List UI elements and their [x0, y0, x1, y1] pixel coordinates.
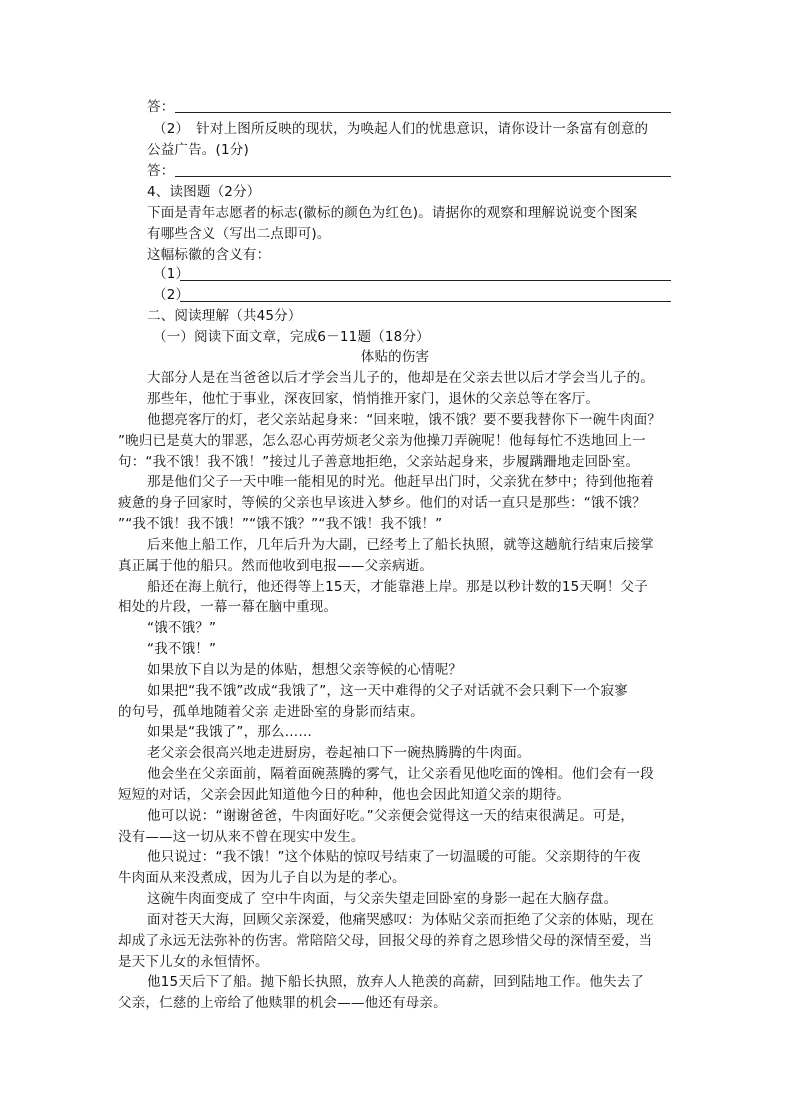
paragraph: 他15天后下了船。抛下船长执照，放弃人人艳羡的高薪，回到陆地工作。他失去了 [147, 974, 645, 990]
paragraph: 相处的片段，一幕一幕在脑中重现。 [118, 599, 338, 615]
paragraph: 这碗牛肉面变成了 空中牛肉面，与父亲失望走回卧室的身影一起在大脑存盘。 [147, 891, 618, 907]
paragraph: 老父亲会很高兴地走进厨房，卷起袖口下一碗热腾腾的牛肉面。 [147, 745, 531, 761]
dialogue-line: “我不饿！” [147, 641, 217, 657]
paragraph: 那些年，他忙于事业，深夜回家，悄悄推开家门，退休的父亲总等在客厅。 [147, 391, 600, 407]
answer-line [175, 176, 671, 177]
answer-item-1: （1） [153, 266, 190, 282]
paragraph: 牛肉面从来没煮成，因为儿子自以为是的孝心。 [118, 870, 406, 886]
article-title: 体贴的伤害 [360, 349, 430, 365]
question-2-text: （2） 针对上图所反映的现状，为唤起人们的忧患意识，请你设计一条富有创意的 [153, 121, 649, 137]
paragraph: 如果是“我饿了”，那么…… [147, 724, 313, 740]
answer-label: 答： [147, 163, 175, 179]
dialogue-line: “饿不饿？” [147, 620, 217, 636]
section-title: 二、阅读理解（共45分） [147, 308, 302, 324]
answer-label: 答： [147, 99, 175, 115]
paragraph: ”晚归已是莫大的罪恶，怎么忍心再劳烦老父亲为他操刀弄碗呢！他每每忙不迭地回上一 [118, 433, 646, 449]
paragraph: 大部分人是在当爸爸以后才学会当儿子的，他却是在父亲去世以后才学会当儿子的。 [147, 370, 654, 386]
paragraph: 没有——这一切从来不曾在现实中发生。 [118, 829, 365, 845]
paragraph: 疲惫的身子回家时，等候的父亲也早该进入梦乡。他们的对话一直只是那些：“饿不饿？ [118, 495, 646, 511]
paragraph: 真正属于他的船只。然而他收到电报——父亲病逝。 [118, 558, 434, 574]
paragraph: 是天下儿女的永恒情怀。 [118, 954, 269, 970]
paragraph: 的句号，孤单地随着父亲 走进卧室的身影而结束。 [118, 704, 424, 720]
paragraph: 他摁亮客厅的灯，老父亲站起身来：“回来啦，饿不饿？要不要我替你下一碗牛肉面？ [147, 412, 662, 428]
question-4-text: 下面是青年志愿者的标志(徽标的颜色为红色)。请据你的观察和理解说说变个图案 [147, 205, 638, 221]
question-4-text-cont: 有哪些含义（写出二点即可)。 [147, 226, 331, 242]
paragraph: 如果把“我不饿”改成“我饿了”，这一天中难得的父子对话就不会只剩下一个寂寥 [147, 683, 628, 699]
paragraph: 句：“我不饿！我不饿！”接过儿子善意地拒绝，父亲站起身来，步履蹒跚地走回卧室。 [118, 454, 640, 470]
question-2-text-cont: 公益广告。(1分) [147, 142, 249, 158]
part-title: （一）阅读下面文章，完成6－11题（18分） [153, 329, 430, 345]
paragraph: 他会坐在父亲面前，隔着面碗蒸腾的雾气，让父亲看见他吃面的馋相。他们会有一段 [147, 766, 654, 782]
paragraph: ”“我不饿！我不饿！”“饿不饿？”“我不饿！我不饿！” [118, 516, 443, 532]
paragraph: 面对苍天大海，回顾父亲深爱，他痛哭感叹：为体贴父亲而拒绝了父亲的体贴，现在 [147, 912, 654, 928]
paragraph: 短短的对话，父亲会因此知道他今日的种种，他也会因此知道父亲的期待。 [118, 787, 571, 803]
paragraph: 那是他们父子一天中唯一能相见的时光。他赶早出门时，父亲犹在梦中；待到他拖着 [147, 474, 654, 490]
answer-item-2: （2） [153, 287, 190, 303]
paragraph: 后来他上船工作，几年后升为大副，已经考上了船长执照，就等这趟航行结束后接掌 [147, 537, 654, 553]
paragraph: 他只说过：“我不饿！”这个体贴的惊叹号结束了一切温暖的可能。父亲期待的午夜 [147, 849, 641, 865]
paragraph: 父亲，仁慈的上帝给了他赎罪的机会——他还有母亲。 [118, 995, 447, 1011]
answer-line [180, 280, 671, 281]
answer-line [180, 301, 671, 302]
question-4-prompt: 这幅标徽的含义有： [147, 247, 271, 263]
paragraph: 却成了永远无法弥补的伤害。常陪陪父母，回报父母的养育之恩珍惜父母的深情至爱，当 [118, 933, 653, 949]
paragraph: 他可以说：“谢谢爸爸，牛肉面好吃。”父亲便会觉得这一天的结束很满足。可是， [147, 808, 635, 824]
paragraph: 船还在海上航行，他还得等上15天，才能靠港上岸。那是以秒计数的15天啊！父子 [147, 579, 648, 595]
paragraph: 如果放下自以为是的体贴，想想父亲等候的心情呢？ [147, 662, 463, 678]
question-4-title: 4、读图题（2分） [147, 184, 261, 200]
answer-line [175, 112, 671, 113]
